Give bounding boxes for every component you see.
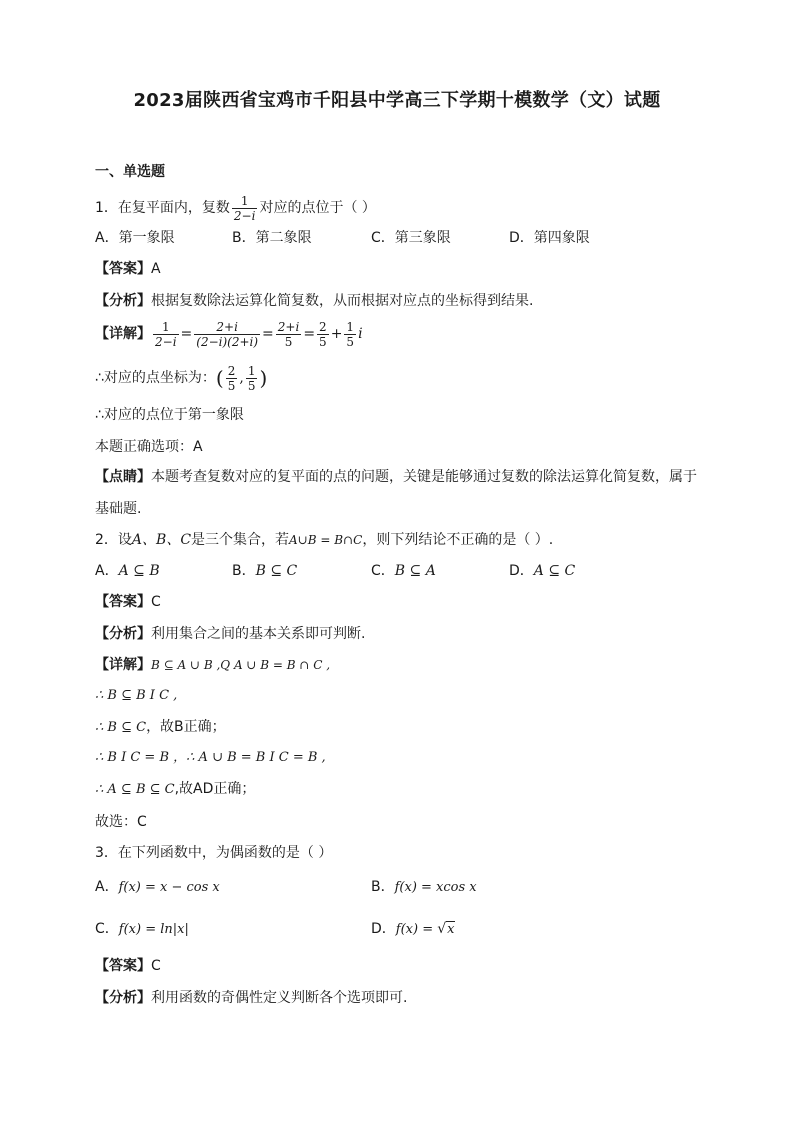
q2-analysis: 【分析】利用集合之间的基本关系即可判断.	[95, 626, 366, 642]
page-title: 2023届陕西省宝鸡市千阳县中学高三下学期十模数学（文）试题	[133, 90, 661, 111]
q2-answer: 【答案】C	[95, 594, 161, 610]
q1-analysis: 【分析】根据复数除法运算化简复数，从而根据对应点的坐标得到结果.	[95, 293, 534, 309]
q1-quadrant-line: ∴对应的点位于第一象限	[95, 407, 244, 423]
q2-detail-line-2: ∴ B ⊆ B I C ,	[95, 688, 178, 703]
q1-comment-cont: 基础题.	[95, 501, 142, 517]
q3-answer: 【答案】C	[95, 958, 161, 974]
q1-answer: 【答案】A	[95, 261, 161, 277]
q1-option-b: B．第二象限	[232, 230, 312, 246]
q3-option-a: A．f(x) = x − cos x	[95, 879, 220, 895]
q1-option-d: D．第四象限	[509, 230, 590, 246]
q2-detail-line-5: ∴ A ⊆ B ⊆ C,故AD正确；	[95, 781, 256, 797]
section-heading: 一、单选题	[95, 164, 165, 180]
q2-detail-line-4: ∴ B I C = B ，∴ A ∪ B = B I C = B ,	[95, 750, 326, 765]
q3-analysis: 【分析】利用函数的奇偶性定义判断各个选项即可.	[95, 990, 408, 1006]
q2-choose-line: 故选：C	[95, 814, 147, 830]
q2-detail-line-3: ∴ B ⊆ C，故B正确；	[95, 719, 226, 735]
q2-detail: 【详解】B ⊆ A ∪ B ,Q A ∪ B = B ∩ C ,	[95, 657, 331, 673]
q3-option-b: B．f(x) = xcos x	[371, 879, 477, 895]
q1-fraction: $\frac{1}{2-i}$	[233, 193, 256, 223]
q1-option-c: C．第三象限	[371, 230, 451, 246]
q2-option-a: A．A ⊆ B	[95, 563, 160, 579]
q3-option-c: C．f(x) = ln|x|	[95, 921, 189, 937]
q1-correct-line: 本题正确选项：A	[95, 439, 203, 455]
q1-detail: 【详解】 $\frac{1}{2-i}$ = $\frac{2+i}{(2-i)(2+i)}$ = $\frac{2+i}{5}$ = $\frac{2}{5}$ + $\frac{1}{5}$ i	[95, 319, 363, 349]
q1-comment: 【点睛】本题考查复数对应的复平面的点的问题，关键是能够通过复数的除法运算化简复数，属于	[95, 469, 697, 485]
q1-option-a: A．第一象限	[95, 230, 175, 246]
q1-coordinate: ∴对应的点坐标为：( $\frac{2}{5}$ , $\frac{1}{5}$ )	[95, 363, 268, 393]
q1-stem: 1．在复平面内，复数 $\frac{1}{2-i}$ 对应的点位于（ ）	[95, 193, 376, 223]
q2-option-b: B．B ⊆ C	[232, 563, 298, 579]
q2-option-d: D．A ⊆ C	[509, 563, 576, 579]
q3-option-d: D．f(x) = √x	[371, 921, 455, 937]
q2-stem: 2．设A、B、C是三个集合，若A∪B = B∩C，则下列结论不正确的是（ ）.	[95, 532, 554, 548]
q3-stem: 3．在下列函数中，为偶函数的是（ ）	[95, 845, 333, 861]
q2-option-c: C．B ⊆ A	[371, 563, 436, 579]
